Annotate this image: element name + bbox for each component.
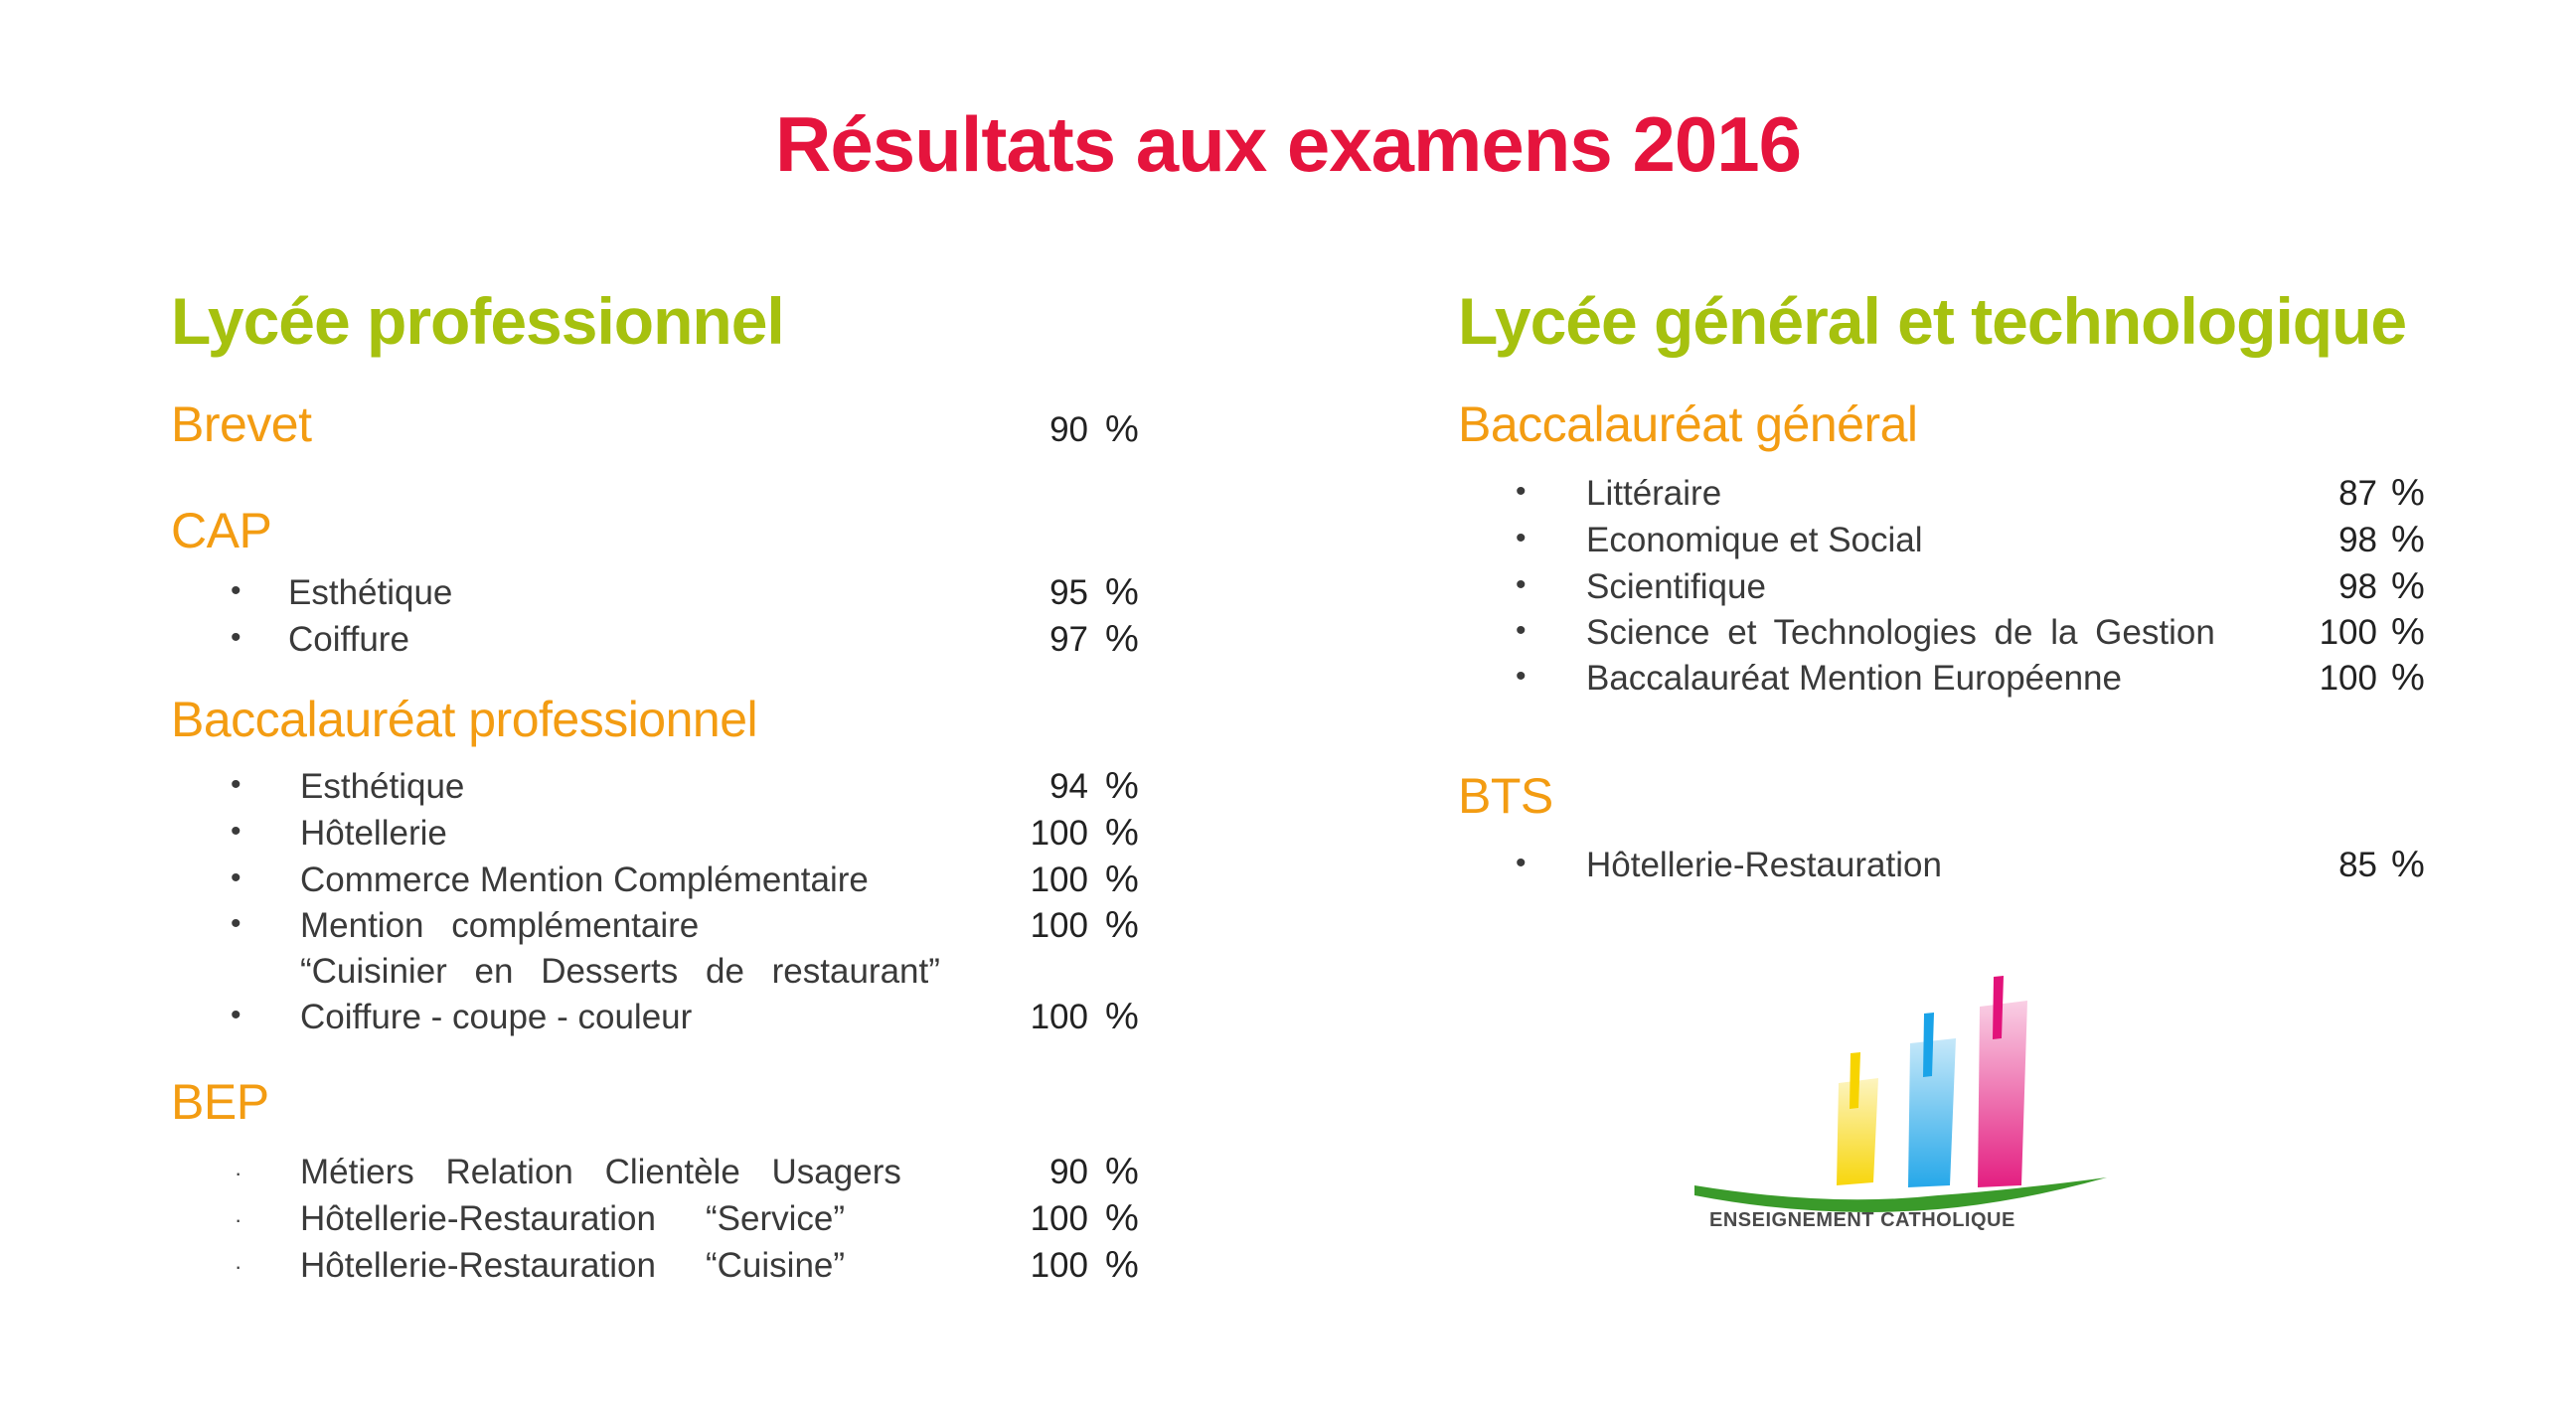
- bacpro-item-pct: %: [1105, 765, 1139, 807]
- bacgen-item-pct: %: [2391, 611, 2425, 653]
- bullet-icon: •: [1516, 522, 1527, 554]
- bacpro-item-pct: %: [1105, 904, 1139, 946]
- bacpro-item-label: Esthétique: [300, 767, 465, 806]
- bacpro-item-value: 100: [1030, 814, 1088, 853]
- bts-item-label: Hôtellerie-Restauration: [1586, 846, 1942, 884]
- bep-item-label: Hôtellerie-Restauration: [300, 1199, 656, 1238]
- bacgen-item-label: Economique et Social: [1586, 521, 1923, 559]
- cap-item-pct: %: [1105, 618, 1139, 660]
- bullet-icon: •: [231, 815, 242, 848]
- cap-item-label: Coiffure: [288, 620, 409, 659]
- bts-item-pct: %: [2391, 844, 2425, 885]
- bacgen-item-value: 87: [2338, 474, 2377, 513]
- brevet-value: 90: [1049, 410, 1088, 449]
- bep-item-pct: %: [1105, 1244, 1139, 1286]
- bullet-icon: •: [1516, 660, 1527, 693]
- bacgen-item-pct: %: [2391, 472, 2425, 514]
- bacpro-item-pct: %: [1105, 859, 1139, 900]
- bacpro-item-label: Commerce Mention Complémentaire: [300, 860, 869, 899]
- bacpro-item-label: Coiffure - coupe - couleur: [300, 998, 693, 1036]
- bacpro-heading: Baccalauréat professionnel: [171, 692, 758, 747]
- bep-item-sub: “Cuisine”: [706, 1246, 846, 1285]
- bacgen-heading: Baccalauréat général: [1458, 396, 1918, 452]
- brevet-heading: Brevet: [171, 396, 312, 452]
- bep-item-label: Hôtellerie-Restauration: [300, 1246, 656, 1285]
- bullet-icon: •: [1516, 847, 1527, 879]
- section-heading-lycee-general: Lycée général et technologique: [1458, 284, 2407, 358]
- bullet-icon: ·: [235, 1161, 242, 1185]
- cap-heading: CAP: [171, 503, 272, 558]
- bacgen-item-value: 100: [2319, 659, 2377, 698]
- bep-item-pct: %: [1105, 1197, 1139, 1239]
- bacgen-item-value: 98: [2338, 521, 2377, 559]
- bts-item-value: 85: [2338, 846, 2377, 884]
- bacpro-item-pct: %: [1105, 812, 1139, 854]
- bullet-icon: •: [231, 574, 242, 607]
- logo-text: ENSEIGNEMENT CATHOLIQUE: [1709, 1209, 2015, 1231]
- enseignement-catholique-logo: [1690, 969, 2127, 1247]
- bacpro-item-value: 94: [1049, 767, 1088, 806]
- bullet-icon: •: [231, 621, 242, 654]
- bacgen-item-pct: %: [2391, 565, 2425, 607]
- bacpro-item-label: Mention complémentaire: [300, 906, 700, 945]
- bacpro-item-label-line2: “Cuisinier en Desserts de restaurant”: [300, 952, 940, 991]
- bep-item-value: 100: [1030, 1246, 1088, 1285]
- cap-item-pct: %: [1105, 571, 1139, 613]
- bullet-icon: ·: [235, 1254, 242, 1279]
- bacgen-item-pct: %: [2391, 657, 2425, 699]
- bacpro-item-label: Hôtellerie: [300, 814, 447, 853]
- page-title: Résultats aux examens 2016: [775, 100, 1801, 188]
- cap-item-value: 97: [1049, 620, 1088, 659]
- bullet-icon: •: [231, 907, 242, 940]
- bacgen-item-pct: %: [2391, 519, 2425, 560]
- bacgen-item-value: 98: [2338, 567, 2377, 606]
- bacgen-item-label: Science et Technologies de la Gestion: [1586, 613, 2215, 652]
- bep-item-value: 100: [1030, 1199, 1088, 1238]
- bts-heading: BTS: [1458, 768, 1553, 824]
- bep-item-value: 90: [1049, 1153, 1088, 1191]
- bep-item-label: Métiers Relation Clientèle Usagers: [300, 1153, 901, 1191]
- bacpro-item-pct: %: [1105, 996, 1139, 1037]
- bep-item-pct: %: [1105, 1151, 1139, 1192]
- bep-heading: BEP: [171, 1074, 269, 1130]
- bullet-icon: •: [1516, 475, 1527, 508]
- bullet-icon: ·: [235, 1207, 242, 1232]
- brevet-pct: %: [1105, 408, 1139, 450]
- bacpro-item-value: 100: [1030, 906, 1088, 945]
- bullet-icon: •: [231, 999, 242, 1031]
- bullet-icon: •: [1516, 614, 1527, 647]
- bacpro-item-value: 100: [1030, 860, 1088, 899]
- bep-item-sub: “Service”: [706, 1199, 846, 1238]
- bacgen-item-label: Scientifique: [1586, 567, 1766, 606]
- logo-graphic: [1690, 969, 2127, 1247]
- section-heading-lycee-professionnel: Lycée professionnel: [171, 284, 784, 358]
- bacpro-item-value: 100: [1030, 998, 1088, 1036]
- bullet-icon: •: [231, 861, 242, 894]
- cap-item-label: Esthétique: [288, 573, 453, 612]
- bullet-icon: •: [1516, 568, 1527, 601]
- bullet-icon: •: [231, 768, 242, 801]
- bacgen-item-value: 100: [2319, 613, 2377, 652]
- bacgen-item-label: Baccalauréat Mention Européenne: [1586, 659, 2122, 698]
- cap-item-value: 95: [1049, 573, 1088, 612]
- bacgen-item-label: Littéraire: [1586, 474, 1722, 513]
